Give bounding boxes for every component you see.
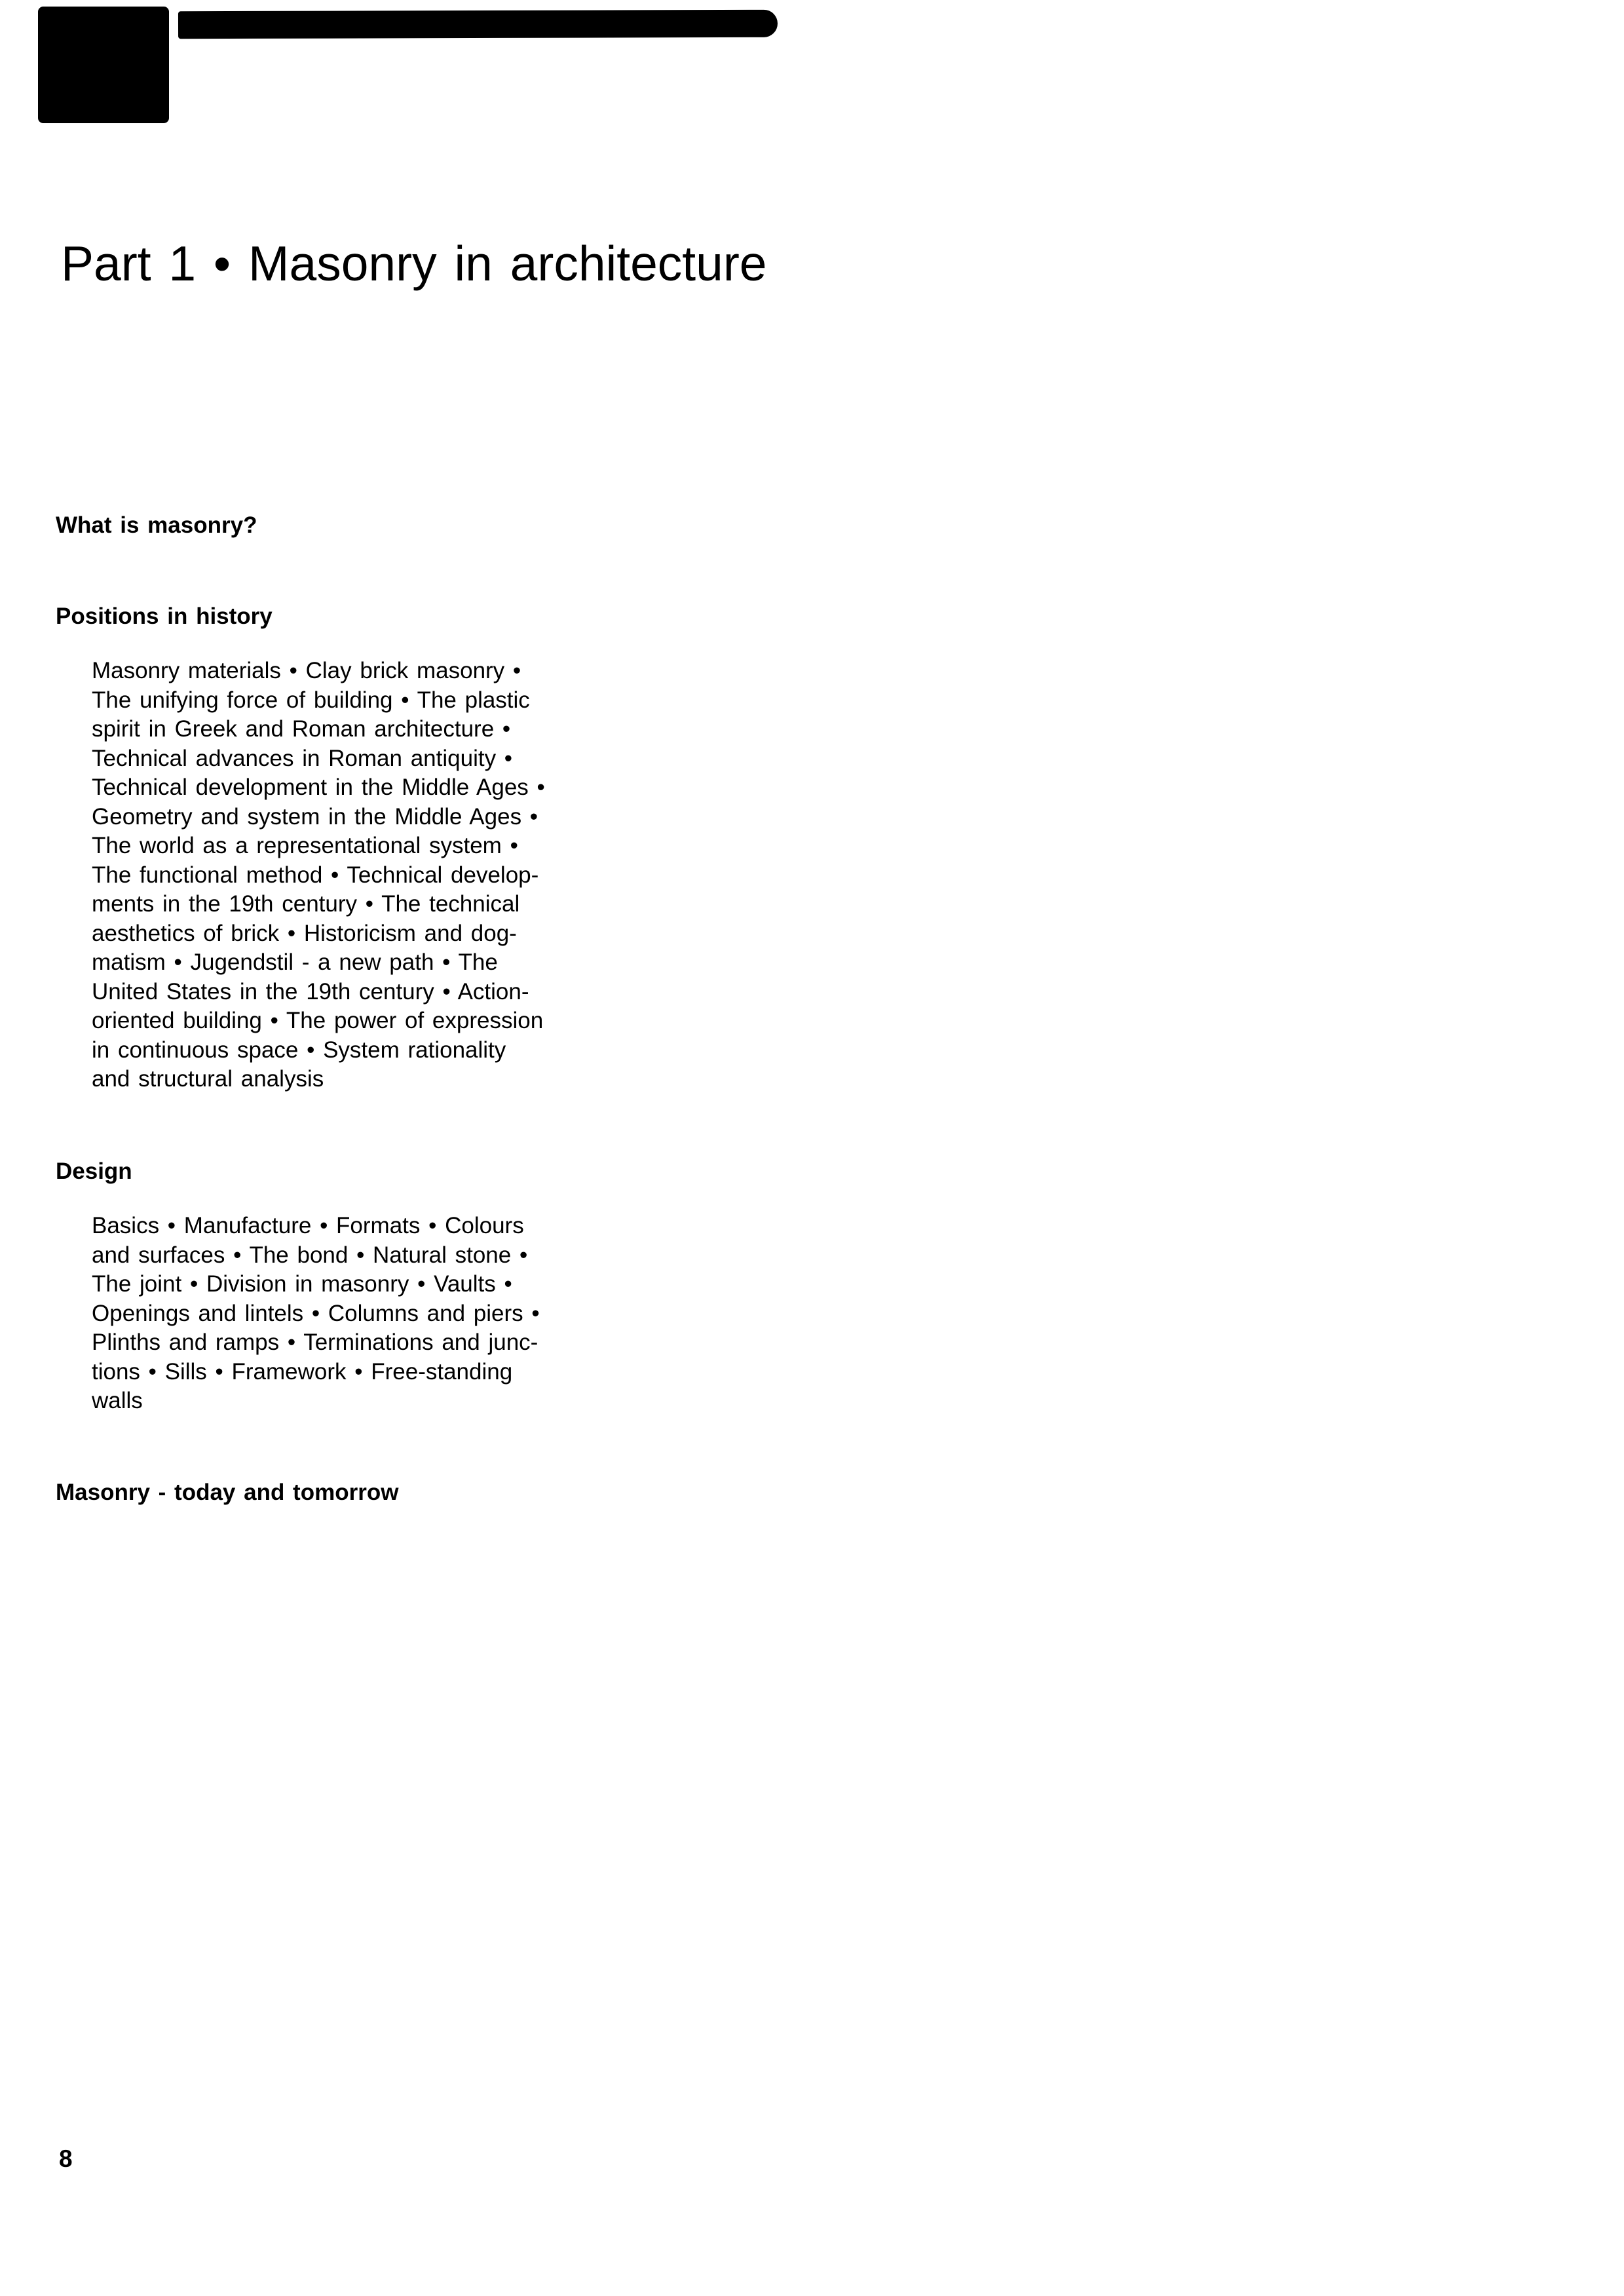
text-line: The joint • Division in masonry • Vaults • [92,1271,512,1297]
part-title: Part 1 • Masonry in architecture [61,236,767,292]
scan-artifact-blob [38,7,169,123]
text-line: Geometry and system in the Middle Ages • [92,803,538,830]
text-line: in continuous space • System rationality [92,1037,506,1063]
text-line: Plinths and ramps • Terminations and junc- [92,1330,538,1355]
text-line: walls [92,1388,143,1413]
text-line: oriented building • The power of expression [92,1008,544,1033]
text-line: The unifying force of building • The plastic [92,687,530,713]
scan-artifact-streak [178,10,778,39]
text-line: and surfaces • The bond • Natural stone • [92,1242,528,1268]
section-heading-masonry-today-and-tomorrow: Masonry - today and tomorrow [56,1480,399,1505]
text-line: tions • Sills • Framework • Free-standing [92,1358,513,1385]
text-line: Technical development in the Middle Ages • [92,775,545,800]
text-line: The functional method • Technical develop- [92,862,539,888]
section-heading-what-is-masonry: What is masonry? [56,512,257,538]
section-heading-positions-in-history: Positions in history [56,603,273,629]
text-line: ments in the 19th century • The technical [92,891,520,917]
text-line: Basics • Manufacture • Formats • Colours [92,1213,524,1238]
text-line: United States in the 19th century • Action- [92,978,529,1004]
text-line: The world as a representational system • [92,833,518,858]
text-line: Openings and lintels • Columns and piers • [92,1300,540,1326]
text-line: spirit in Greek and Roman architecture • [92,716,511,742]
text-line: aesthetics of brick • Historicism and dog- [92,920,517,946]
topic-list-design [92,1212,603,1416]
section-heading-design: Design [56,1158,132,1184]
text-line: matism • Jugendstil - a new path • The [92,949,498,975]
text-line: Masonry materials • Clay brick masonry • [92,658,521,683]
text-line: Technical advances in Roman antiquity • [92,745,513,771]
text-line: and structural analysis [92,1066,324,1092]
page-number: 8 [59,2145,73,2172]
topic-list-positions-in-history [92,657,603,1094]
